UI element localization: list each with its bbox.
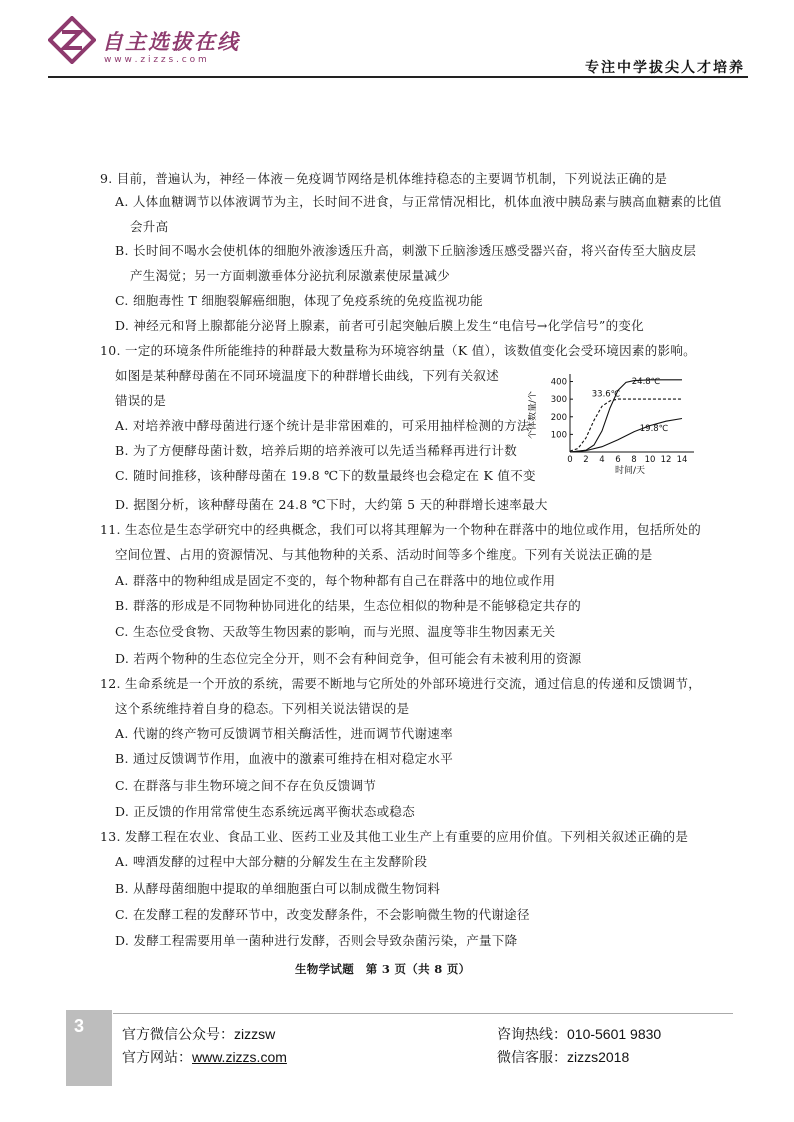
x-tick-label: 2 — [583, 455, 589, 465]
q13-stem: 13. 发酵工程在农业、食品工业、医药工业及其他工业生产上有重要的应用价值。下列相关叙述正确的是 — [100, 829, 689, 844]
x-axis-label: 时间/天 — [614, 466, 646, 475]
x-tick-label: 6 — [615, 455, 621, 465]
footer — [0, 1010, 794, 1122]
consult-hotline: 咨询热线：010-5601 9830 — [497, 1026, 662, 1042]
q13-option-b: B. 从酵母菌细胞中提取的单细胞蛋白可以制成微生物饲料 — [115, 881, 441, 896]
x-tick-label: 4 — [599, 455, 605, 465]
q9-option-b: B. 长时间不喝水会使机体的细胞外液渗透压升高，刺激下丘脑渗透压感受器兴奋，将兴奋传至大脑皮层 — [115, 243, 697, 258]
y-tick-label: 300 — [550, 395, 567, 406]
q11-option-b: B. 群落的形成是不同物种协同进化的结果，生态位相似的物种是不能够稳定共存的 — [115, 598, 582, 613]
x-tick-label: 10 — [644, 455, 656, 465]
slogan: 专注中学拔尖人才培养 — [585, 60, 745, 76]
series-label: 19.8℃ — [639, 423, 669, 434]
zizzs-logo-icon — [48, 16, 96, 64]
q11-stem-line2: 空间位置、占用的资源情况、与其他物种的关系、活动时间等多个维度。下列有关说法正确的是 — [115, 547, 653, 562]
q12-option-b: B. 通过反馈调节作用，血液中的激素可维持在相对稳定水平 — [115, 751, 454, 766]
q11-option-a: A. 群落中的物种组成是固定不变的，每个物种都有自己在群落中的地位或作用 — [115, 573, 556, 588]
official-site-label: 官方网站： — [122, 1049, 192, 1065]
page-number: 3 — [74, 1016, 85, 1036]
header — [0, 0, 794, 90]
y-tick-label: 200 — [550, 412, 567, 423]
q11-option-d: D. 若两个物种的生态位完全分开，则不会有种间竞争，但可能会有未被利用的资源 — [115, 651, 582, 666]
wechat-service: 微信客服：zizzs2018 — [497, 1049, 630, 1065]
q12-option-d: D. 正反馈的作用常常使生态系统远离平衡状态或稳态 — [115, 804, 416, 819]
brand-url: w w w . z i z z s . c o m — [104, 55, 207, 65]
x-tick-label: 14 — [676, 455, 688, 465]
q9-option-b-cont: 产生渴觉；另一方面刺激垂体分泌抗利尿激素使尿量减少 — [130, 268, 451, 283]
q12-option-c: C. 在群落与非生物环境之间不存在负反馈调节 — [115, 778, 377, 793]
official-site-link[interactable]: www.zizzs.com — [192, 1049, 287, 1065]
x-tick-label: 8 — [631, 455, 637, 465]
wechat-official-account: 官方微信公众号：zizzsw — [122, 1026, 276, 1042]
q12-stem: 12. 生命系统是一个开放的系统，需要不断地与它所处的外部环境进行交流，通过信息的传递和反馈调节， — [100, 676, 702, 691]
official-site — [122, 1047, 287, 1067]
y-tick-label: 100 — [550, 430, 567, 441]
brand-name: 自主选拔在线 — [102, 30, 240, 54]
series-label: 24.8℃ — [631, 377, 661, 388]
q10-option-c: C. 随时间推移，该种酵母菌在 19.8 ℃下的数量最终也会稳定在 K 值不变 — [115, 468, 536, 483]
q9-option-a: A. 人体血糖调节以体液调节为主，长时间不进食，与正常情况相比，机体血液中胰岛素与胰高血糖素的比值 — [115, 194, 722, 209]
page-number-box — [66, 1010, 112, 1086]
q10-stem: 10. 一定的环境条件所能维持的种群最大数量称为环境容纳量（K 值），该数值变化会受环境因素的影响。 — [100, 343, 696, 358]
q10-stem-line2: 如图是某种酵母菌在不同环境温度下的种群增长曲线，下列有关叙述 — [115, 368, 500, 383]
footer-rule — [113, 1013, 733, 1014]
series-line — [570, 380, 682, 452]
q10-stem-line3: 错误的是 — [115, 393, 167, 408]
q9-stem: 9. 目前，普遍认为，神经－体液－免疫调节网络是机体维持稳态的主要调节机制，下列说法正确的是 — [100, 171, 668, 186]
q10-option-b: B. 为了方便酵母菌计数，培养后期的培养液可以先适当稀释再进行计数 — [115, 443, 518, 458]
q11-option-c: C. 生态位受食物、天敌等生物因素的影响，而与光照、温度等非生物因素无关 — [115, 624, 556, 639]
q13-option-d: D. 发酵工程需要用单一菌种进行发酵，否则会导致杂菌污染，产量下降 — [115, 933, 518, 948]
q11-stem: 11. 生态位是生态学研究中的经典概念，我们可以将其理解为一个物种在群落中的地位或作用，包括所处的 — [100, 522, 702, 537]
q9-option-d: D. 神经元和肾上腺都能分泌肾上腺素，前者可引起突触后膜上发生“电信号→化学信号”的变化 — [115, 318, 644, 333]
series-label: 33.6℃ — [591, 389, 621, 400]
x-tick-label: 0 — [567, 455, 573, 465]
population-growth-chart — [528, 370, 700, 475]
page-label: 生物学试题 第 3 页（共 8 页） — [295, 962, 471, 976]
q13-option-c: C. 在发酵工程的发酵环节中，改变发酵条件，不会影响微生物的代谢途径 — [115, 907, 530, 922]
q12-stem-line2: 这个系统维持着自身的稳态。下列相关说法错误的是 — [115, 701, 410, 716]
q9-option-c: C. 细胞毒性 T 细胞裂解癌细胞，体现了免疫系统的免疫监视功能 — [115, 293, 483, 308]
q13-option-a: A. 啤酒发酵的过程中大部分糖的分解发生在主发酵阶段 — [115, 854, 428, 869]
q10-option-d: D. 据图分析，该种酵母菌在 24.8 ℃下时，大约第 5 天的种群增长速率最大 — [115, 497, 548, 512]
q10-option-a: A. 对培养液中酵母菌进行逐个统计是非常困难的，可采用抽样检测的方法 — [115, 418, 530, 433]
q9-option-a-cont: 会升高 — [130, 219, 169, 234]
y-axis-label: 个体数量/个 — [528, 390, 538, 440]
x-tick-label: 12 — [660, 455, 672, 465]
y-tick-label: 400 — [550, 377, 567, 388]
q12-option-a: A. 代谢的终产物可反馈调节相关酶活性，进而调节代谢速率 — [115, 726, 453, 741]
